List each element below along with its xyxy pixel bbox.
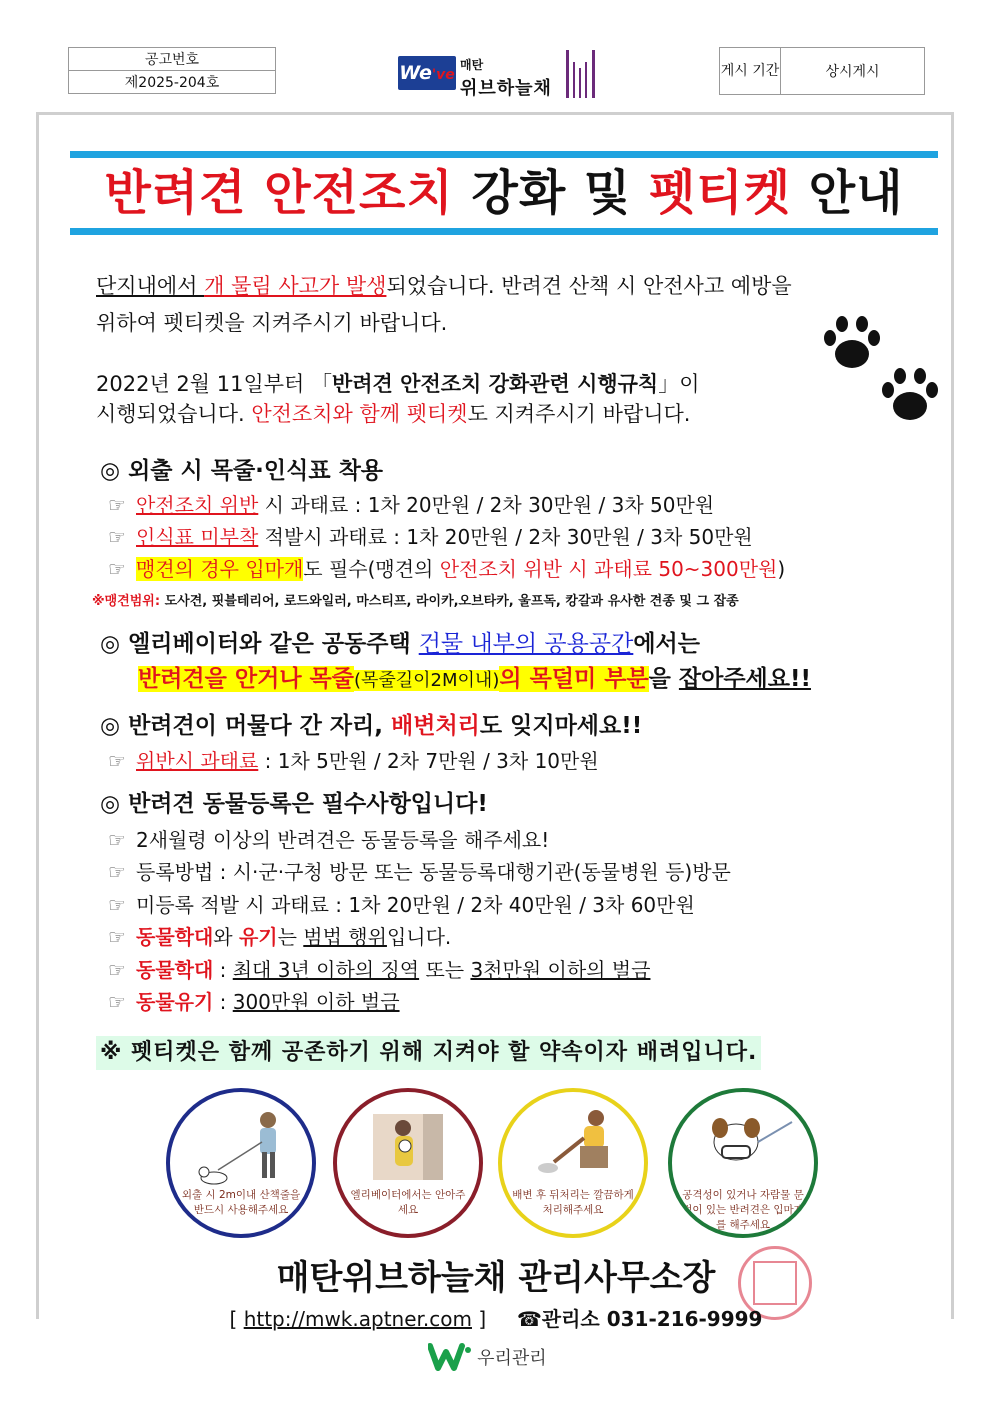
s1-i1-rest: 시 과태료 : 1차 20만원 / 2차 30만원 / 3차 50만원 [258,493,715,517]
pointing-hand-icon: ☞ [108,557,126,581]
note-label: ※맹견범위: [92,594,161,609]
logo-top-text: 매탄 [460,58,484,72]
s1-i3-red: 안전조치 위반 시 과태료 50~300만원 [439,557,778,581]
intro2-c: 」이 [658,372,700,396]
s3-a: ◎ 반려견이 머물다 간 자리, [100,713,392,739]
paw-icon [878,366,942,424]
section4-item-6 [108,987,400,1017]
intro2-a: 2022년 2월 11일부터 「 [96,372,332,396]
intro2-line-1 [96,368,700,400]
intro2-e: 안전조치와 함께 펫티켓 [251,402,468,426]
section4-item-1 [108,825,549,855]
section1-item-3 [108,554,785,584]
period-value: 상시게시 [781,48,925,95]
logo-badge [398,56,456,90]
s4-i5-m: : [213,958,233,982]
circle-muzzle [668,1088,818,1238]
pointing-hand-icon: ☞ [108,893,126,917]
title-part1: 반려견 안전조치 [104,165,454,221]
s4-i3: 미등록 적발 시 과태료 : 1차 20만원 / 2차 40만원 / 3차 60만원 [136,893,695,917]
s4-i4-r1: 동물학대 [136,925,214,949]
section4-heading: ◎ 반려견 동물등록은 필수사항입니다! [100,791,488,817]
intro2-f: 도 지켜주시기 바랍니다. [467,402,691,426]
s2-g: 을 [648,666,679,692]
bracket-open: [ [229,1307,244,1331]
website-link[interactable]: http://mwk.aptner.com [243,1307,472,1331]
logo-we: We [399,62,432,84]
circle-caption: 엘리베이터에서는 안아주세요 [350,1189,466,1216]
pointing-hand-icon: ☞ [108,828,126,852]
s4-i4-r2: 유기 [238,925,278,949]
intro2-d: 시행되었습니다. [96,402,252,426]
s2-d: 반려견을 안거나 목줄 [138,666,354,692]
intro1-c: 되었습니다. 반려견 산책 시 안전사고 예방을 [386,274,792,298]
s4-i4-m2: 는 [277,925,304,949]
paw-icon [820,314,884,372]
brand-w-icon [428,1342,472,1372]
title-part3: 펫티켓 [648,165,792,221]
notice-number: 제2025-204호 [69,71,276,94]
s1-i2-red: 인식표 미부착 [136,525,259,549]
pointing-hand-icon: ☞ [108,990,126,1014]
title-part4: 안내 [791,165,904,221]
office-name: 매탄위브하늘채 관리사무소장 [276,1258,716,1298]
section2-line-2 [138,663,811,697]
pointing-hand-icon: ☞ [108,958,126,982]
circle-waste [498,1088,648,1238]
section3-heading [100,710,642,742]
notice-number-box [68,47,276,94]
intro2-b: 반려견 안전조치 강화관련 시행규칙 [331,372,659,396]
s2-e: (목줄길이2M이내) [353,670,500,691]
s4-i1: 2새월령 이상의 반려견은 동물등록을 해주세요! [136,828,550,852]
brand-logo [428,1342,547,1374]
section1-item-2 [108,522,753,552]
s4-i6-u: 300만원 이하 벌금 [232,990,400,1014]
note-text: 도사견, 핏블테리어, 로드와일러, 마스티프, 라이카,오브타카, 울프독, 캉갈과 유사한 견종 및 그 잡종 [160,594,739,609]
s1-i3-mid: 도 필수(맹견의 [303,557,440,581]
title-banner [70,151,938,235]
circle-leash [166,1088,316,1238]
contact-line [0,1305,992,1333]
section1-item-1 [108,490,714,520]
pointing-hand-icon: ☞ [108,493,126,517]
title-part2: 강화 및 [453,165,649,221]
intro-line-2: 위하여 펫티켓을 지켜주시기 바랍니다. [96,311,448,335]
posting-period-box [719,47,925,95]
s2-h: 잡아주세요!! [678,666,811,692]
intro2-line-2 [96,398,690,430]
pointing-hand-icon: ☞ [108,925,126,949]
s1-i1-red: 안전조치 위반 [136,493,259,517]
page-title [70,163,938,223]
final-note: ※ 펫티켓은 함께 공존하기 위해 지켜야 할 약속이자 배려입니다. [96,1036,761,1070]
pointing-hand-icon: ☞ [108,749,126,773]
illustration-strip [158,1078,833,1250]
dangerous-breeds-note [92,590,739,614]
s4-i5-r: 동물학대 [136,958,214,982]
s3-i1-red: 위반시 과태료 [136,749,259,773]
title-bar-top [70,151,938,158]
section4-item-3 [108,890,695,920]
circle-caption: 공격성이 있거나 자람물 문 적이 있는 반려견은 입마개를 해주세요 [682,1189,804,1231]
s4-i4-e: 입니다. [386,925,452,949]
s3-b: 배변처리 [391,713,480,739]
title-bar-bottom [70,228,938,235]
notice-label: 공고번호 [69,48,276,71]
complex-logo [398,46,603,100]
section4-item-4 [108,922,451,952]
pointing-hand-icon: ☞ [108,525,126,549]
phone-icon: ☎ [516,1307,542,1331]
s2-c: 에서는 [633,631,700,657]
s1-i2-rest: 적발시 과태료 : 1차 20만원 / 2차 30만원 / 3차 50만원 [258,525,753,549]
s4-i4-m1: 와 [213,925,239,949]
logo-bottom-text: 위브하늘채 [460,78,552,99]
s4-i6-r: 동물유기 [136,990,214,1014]
circle-elevator [333,1088,483,1238]
circle-caption: 배변 후 뒤처리는 깔끔하게 처리해주세요 [512,1189,634,1216]
section1-heading: ◎ 외출 시 목줄·인식표 착용 [100,458,384,484]
logo-bars-icon [564,46,600,100]
s2-a: ◎ 엘리베이터와 같은 공동주택 [100,631,419,657]
logo-ve: 've [431,67,455,83]
period-label: 게시 기간 [720,48,781,95]
s3-c: 도 잊지마세요!! [479,713,643,739]
s2-b: 건물 내부의 공용공간 [418,631,634,657]
s1-i3-end: ) [777,557,786,581]
phone-number: 관리소 031-216-9999 [541,1307,763,1331]
circle-caption: 외출 시 2m이내 산책줄을 반드시 사용해주세요 [181,1189,301,1216]
intro-line-1 [96,270,792,302]
s4-i5-u2: 3천만원 이하의 벌금 [470,958,651,982]
section4-item-5 [108,955,650,985]
pointing-hand-icon: ☞ [108,860,126,884]
s3-i1-rest: : 1차 5만원 / 2차 7만원 / 3차 10만원 [258,749,599,773]
section4-item-2 [108,857,731,887]
s2-f: 의 목덜미 부분 [499,666,649,692]
s4-i4-u: 범법 행위 [303,925,387,949]
bracket-close: ] [471,1307,487,1331]
intro1-b: 개 물림 사고가 발생 [204,274,387,298]
seal-inner-square [753,1261,797,1305]
s1-i3-hl: 맹견의 경우 입마개 [136,557,304,581]
intro1-a: 단지내에서 [96,274,205,298]
brand-text: 우리관리 [477,1348,547,1369]
section2-line-1 [100,628,700,660]
s4-i5-u1: 최대 3년 이하의 징역 [232,958,420,982]
s4-i5-m2: 또는 [419,958,471,982]
s4-i2: 등록방법 : 시·군·구청 방문 또는 동물등록대행기관(동물병원 등)방문 [136,860,731,884]
section3-item-1 [108,746,599,776]
s4-i6-m: : [213,990,233,1014]
